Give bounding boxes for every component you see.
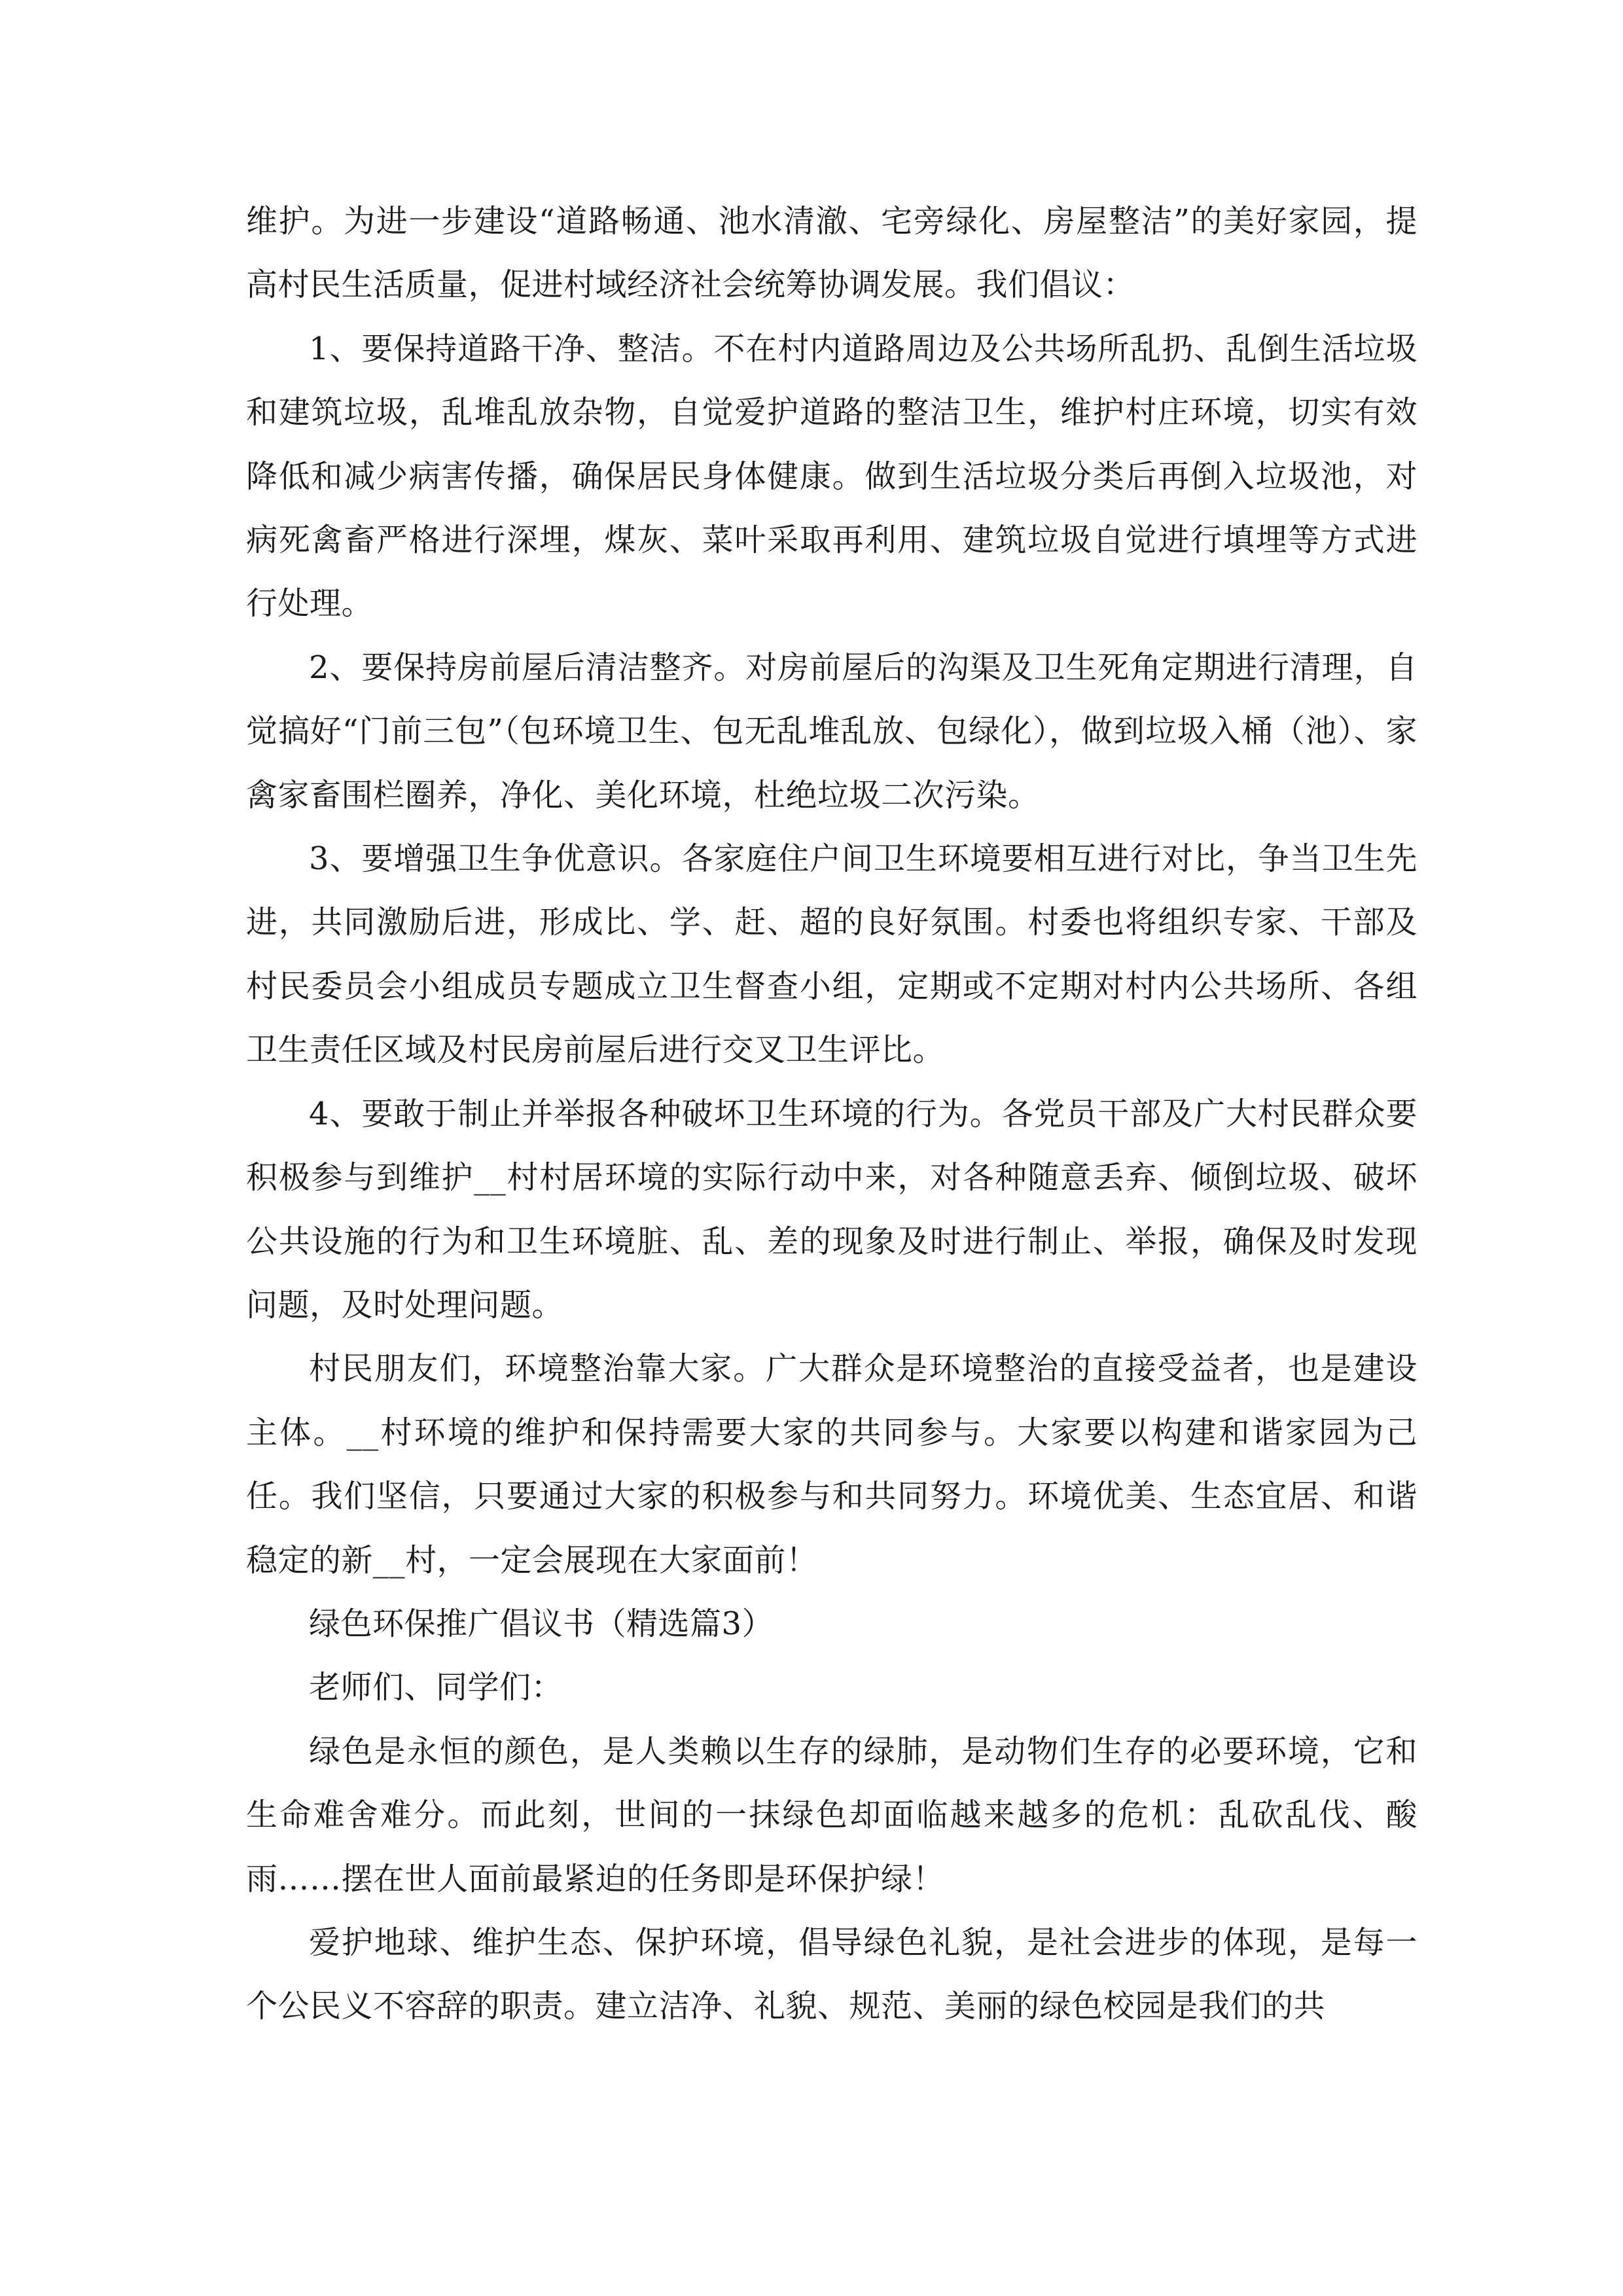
paragraph-green-intro: 绿色是永恒的颜色，是人类赖以生存的绿肺，是动物们生存的必要环境，它和生命难舍难分。而此刻，世间的一抹绿色却面临越来越多的危机：乱砍乱伐、酸雨……摆在世人面前最紧迫的任务即是环保护绿！ bbox=[246, 1732, 1418, 1897]
salutation: 老师们、同学们： bbox=[309, 1669, 563, 1706]
document-body bbox=[246, 190, 1418, 2039]
paragraph-item-4: 4、要敢于制止并举报各种破坏卫生环境的行为。各党员干部及广大村民群众要积极参与到维护__村村居环境的实际行动中来，对各种随意丢弃、倾倒垃圾、破坏公共设施的行为和卫生环境脏、乱、差的现象及时进行制止、举报，确保及时发现问题，及时处理问题。 bbox=[246, 1095, 1418, 1323]
paragraph-closing: 村民朋友们，环境整治靠大家。广大群众是环境整治的直接受益者，也是建设主体。__村环境的维护和保持需要大家的共同参与。大家要以构建和谐家园为己任。我们坚信，只要通过大家的积极参与和共同努力。环境优美、生态宜居、和谐稳定的新__村，一定会展现在大家面前！ bbox=[246, 1350, 1418, 1579]
paragraph-item-1: 1、要保持道路干净、整洁。不在村内道路周边及公共场所乱扔、乱倒生活垃圾和建筑垃圾，乱堆乱放杂物，自觉爱护道路的整洁卫生，维护村庄环境，切实有效降低和减少病害传播，确保居民身体健康。做到生活垃圾分类后再倒入垃圾池，对病死禽畜严格进行深埋，煤灰、菜叶采取再利用、建筑垃圾自觉进行填埋等方式进行处理。 bbox=[246, 330, 1418, 622]
paragraph-green-duty: 爱护地球、维护生态、保护环境，倡导绿色礼貌，是社会进步的体现，是每一个公民义不容辞的职责。建立洁净、礼貌、规范、美丽的绿色校园是我们的共 bbox=[246, 1924, 1418, 2025]
paragraph-item-2: 2、要保持房前屋后清洁整齐。对房前屋后的沟渠及卫生死角定期进行清理，自觉搞好“门前三包”（包环境卫生、包无乱堆乱放、包绿化），做到垃圾入桶（池）、家禽家畜围栏圈养，净化、美化环境，杜绝垃圾二次污染。 bbox=[246, 649, 1418, 814]
section-title: 绿色环保推广倡议书（精选篇3） bbox=[309, 1605, 774, 1642]
paragraph-item-3: 3、要增强卫生争优意识。各家庭住户间卫生环境要相互进行对比，争当卫生先进，共同激励后进，形成比、学、赶、超的良好氛围。村委也将组织专家、干部及村民委员会小组成员专题成立卫生督查小组，定期或不定期对村内公共场所、各组卫生责任区域及村民房前屋后进行交叉卫生评比。 bbox=[246, 840, 1418, 1069]
paragraph-intro: 维护。为进一步建设“道路畅通、池水清澈、宅旁绿化、房屋整洁”的美好家园，提高村民生活质量，促进村域经济社会统筹协调发展。我们倡议： bbox=[246, 203, 1418, 304]
